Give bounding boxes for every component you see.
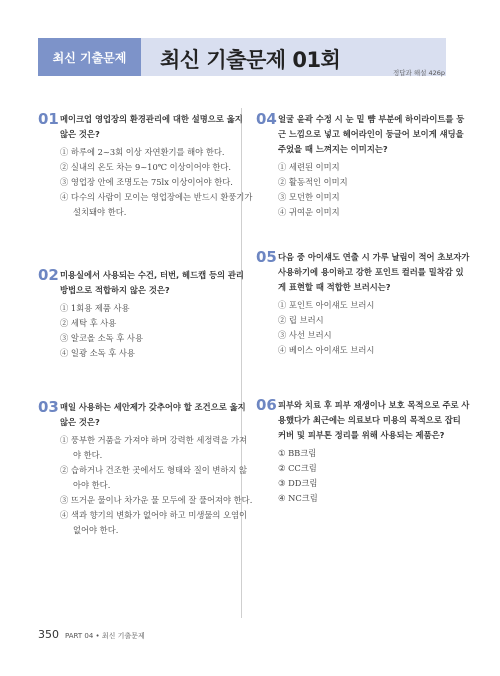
question-04 xyxy=(256,112,471,220)
option-2: ② CC크림 xyxy=(278,463,317,473)
question-06 xyxy=(256,398,471,506)
page-number: 350 xyxy=(38,628,59,641)
option-3: ③ 모던한 이미지 xyxy=(278,192,340,202)
question-02 xyxy=(38,268,253,361)
option-4: ④ 색과 향기의 변화가 없어야 하고 미생물의 오염이 없어야 한다. xyxy=(60,510,248,535)
question-text: 메이크업 영업장의 환경관리에 대한 설명으로 옳지 않은 것은? xyxy=(60,114,243,139)
option-1: ① 풍부한 거품을 가져야 하며 강력한 세정력을 가져야 한다. xyxy=(60,435,248,460)
option-2: ② 활동적인 이미지 xyxy=(278,177,348,187)
question-text: 피부와 치료 후 피부 재생이나 보호 목적으로 주로 사용했다가 최근에는 의료보다 미용의 목적으로 잡티 커버 및 피부톤 정리를 위해 사용되는 제품은? xyxy=(278,400,470,440)
option-3: ③ 영업장 안에 조명도는 75lx 이상이어야 한다. xyxy=(60,177,233,187)
option-list xyxy=(60,301,253,361)
question-05 xyxy=(256,250,471,358)
option-4: ④ 베이스 아이섀도 브러시 xyxy=(278,345,375,355)
option-1: ① 포인트 아이섀도 브러시 xyxy=(278,300,375,310)
option-1: ① 하루에 2~3회 이상 자연환기를 해야 한다. xyxy=(60,147,225,157)
question-number: 01 xyxy=(38,110,59,128)
question-number: 05 xyxy=(256,248,277,266)
option-1: ① BB크림 xyxy=(278,448,317,458)
option-3: ③ 알코올 소독 후 사용 xyxy=(60,333,143,343)
option-2: ② 립 브러시 xyxy=(278,315,324,325)
option-2: ② 습하거나 건조한 곳에서도 형태와 질이 변하지 않아야 한다. xyxy=(60,465,248,490)
question-number: 04 xyxy=(256,110,277,128)
option-4: ④ NC크림 xyxy=(278,493,318,503)
footer-section-label: PART 04 • 최신 기출문제 xyxy=(65,632,145,640)
option-4: ④ 일광 소독 후 사용 xyxy=(60,348,135,358)
option-3: ③ 뜨거운 물이나 차가운 물 모두에 잘 풀어져야 한다. xyxy=(60,495,253,505)
option-4: ④ 귀여운 이미지 xyxy=(278,207,340,217)
answer-reference: 정답과 해설 426p xyxy=(392,69,445,77)
question-text: 얼굴 윤곽 수정 시 눈 밑 뺨 부분에 하이라이트를 둥근 느낌으로 넣고 헤어라인이 둥글어 보이게 섀딩을 주었을 때 느껴지는 이미지는? xyxy=(278,114,465,154)
question-number: 06 xyxy=(256,396,277,414)
question-text: 미용실에서 사용되는 수건, 터번, 헤드캡 등의 관리 방법으로 적합하지 않은 것은? xyxy=(60,270,244,295)
page-footer xyxy=(38,628,145,641)
question-number: 02 xyxy=(38,266,59,284)
option-list xyxy=(60,145,253,220)
option-2: ② 실내의 온도 차는 9~10℃ 이상이어야 한다. xyxy=(60,162,232,172)
option-2: ② 세탁 후 사용 xyxy=(60,318,117,328)
question-text: 매일 사용하는 세안제가 갖추어야 할 조건으로 옳지 않은 것은? xyxy=(60,402,246,427)
option-1: ① 1회용 제품 사용 xyxy=(60,303,130,313)
option-list xyxy=(278,298,471,358)
question-number: 03 xyxy=(38,398,59,416)
option-list xyxy=(60,433,253,538)
section-tab: 최신 기출문제 xyxy=(38,38,141,76)
question-text: 다음 중 아이섀도 연출 시 가루 날림이 적어 초보자가 사용하기에 용이하고 강한 포인트 컬러를 밀착감 있게 표현할 때 적합한 브러시는? xyxy=(278,252,470,292)
page-title: 최신 기출문제 01회 xyxy=(160,48,341,72)
option-4: ④ 다수의 사람이 모이는 영업장에는 반드시 환풍기가 설치돼야 한다. xyxy=(60,192,253,217)
option-1: ① 세련된 이미지 xyxy=(278,162,340,172)
option-3: ③ DD크림 xyxy=(278,478,318,488)
question-01 xyxy=(38,112,253,220)
option-list xyxy=(278,160,471,220)
question-03 xyxy=(38,400,253,538)
option-list xyxy=(278,446,471,506)
option-3: ③ 사선 브러시 xyxy=(278,330,332,340)
